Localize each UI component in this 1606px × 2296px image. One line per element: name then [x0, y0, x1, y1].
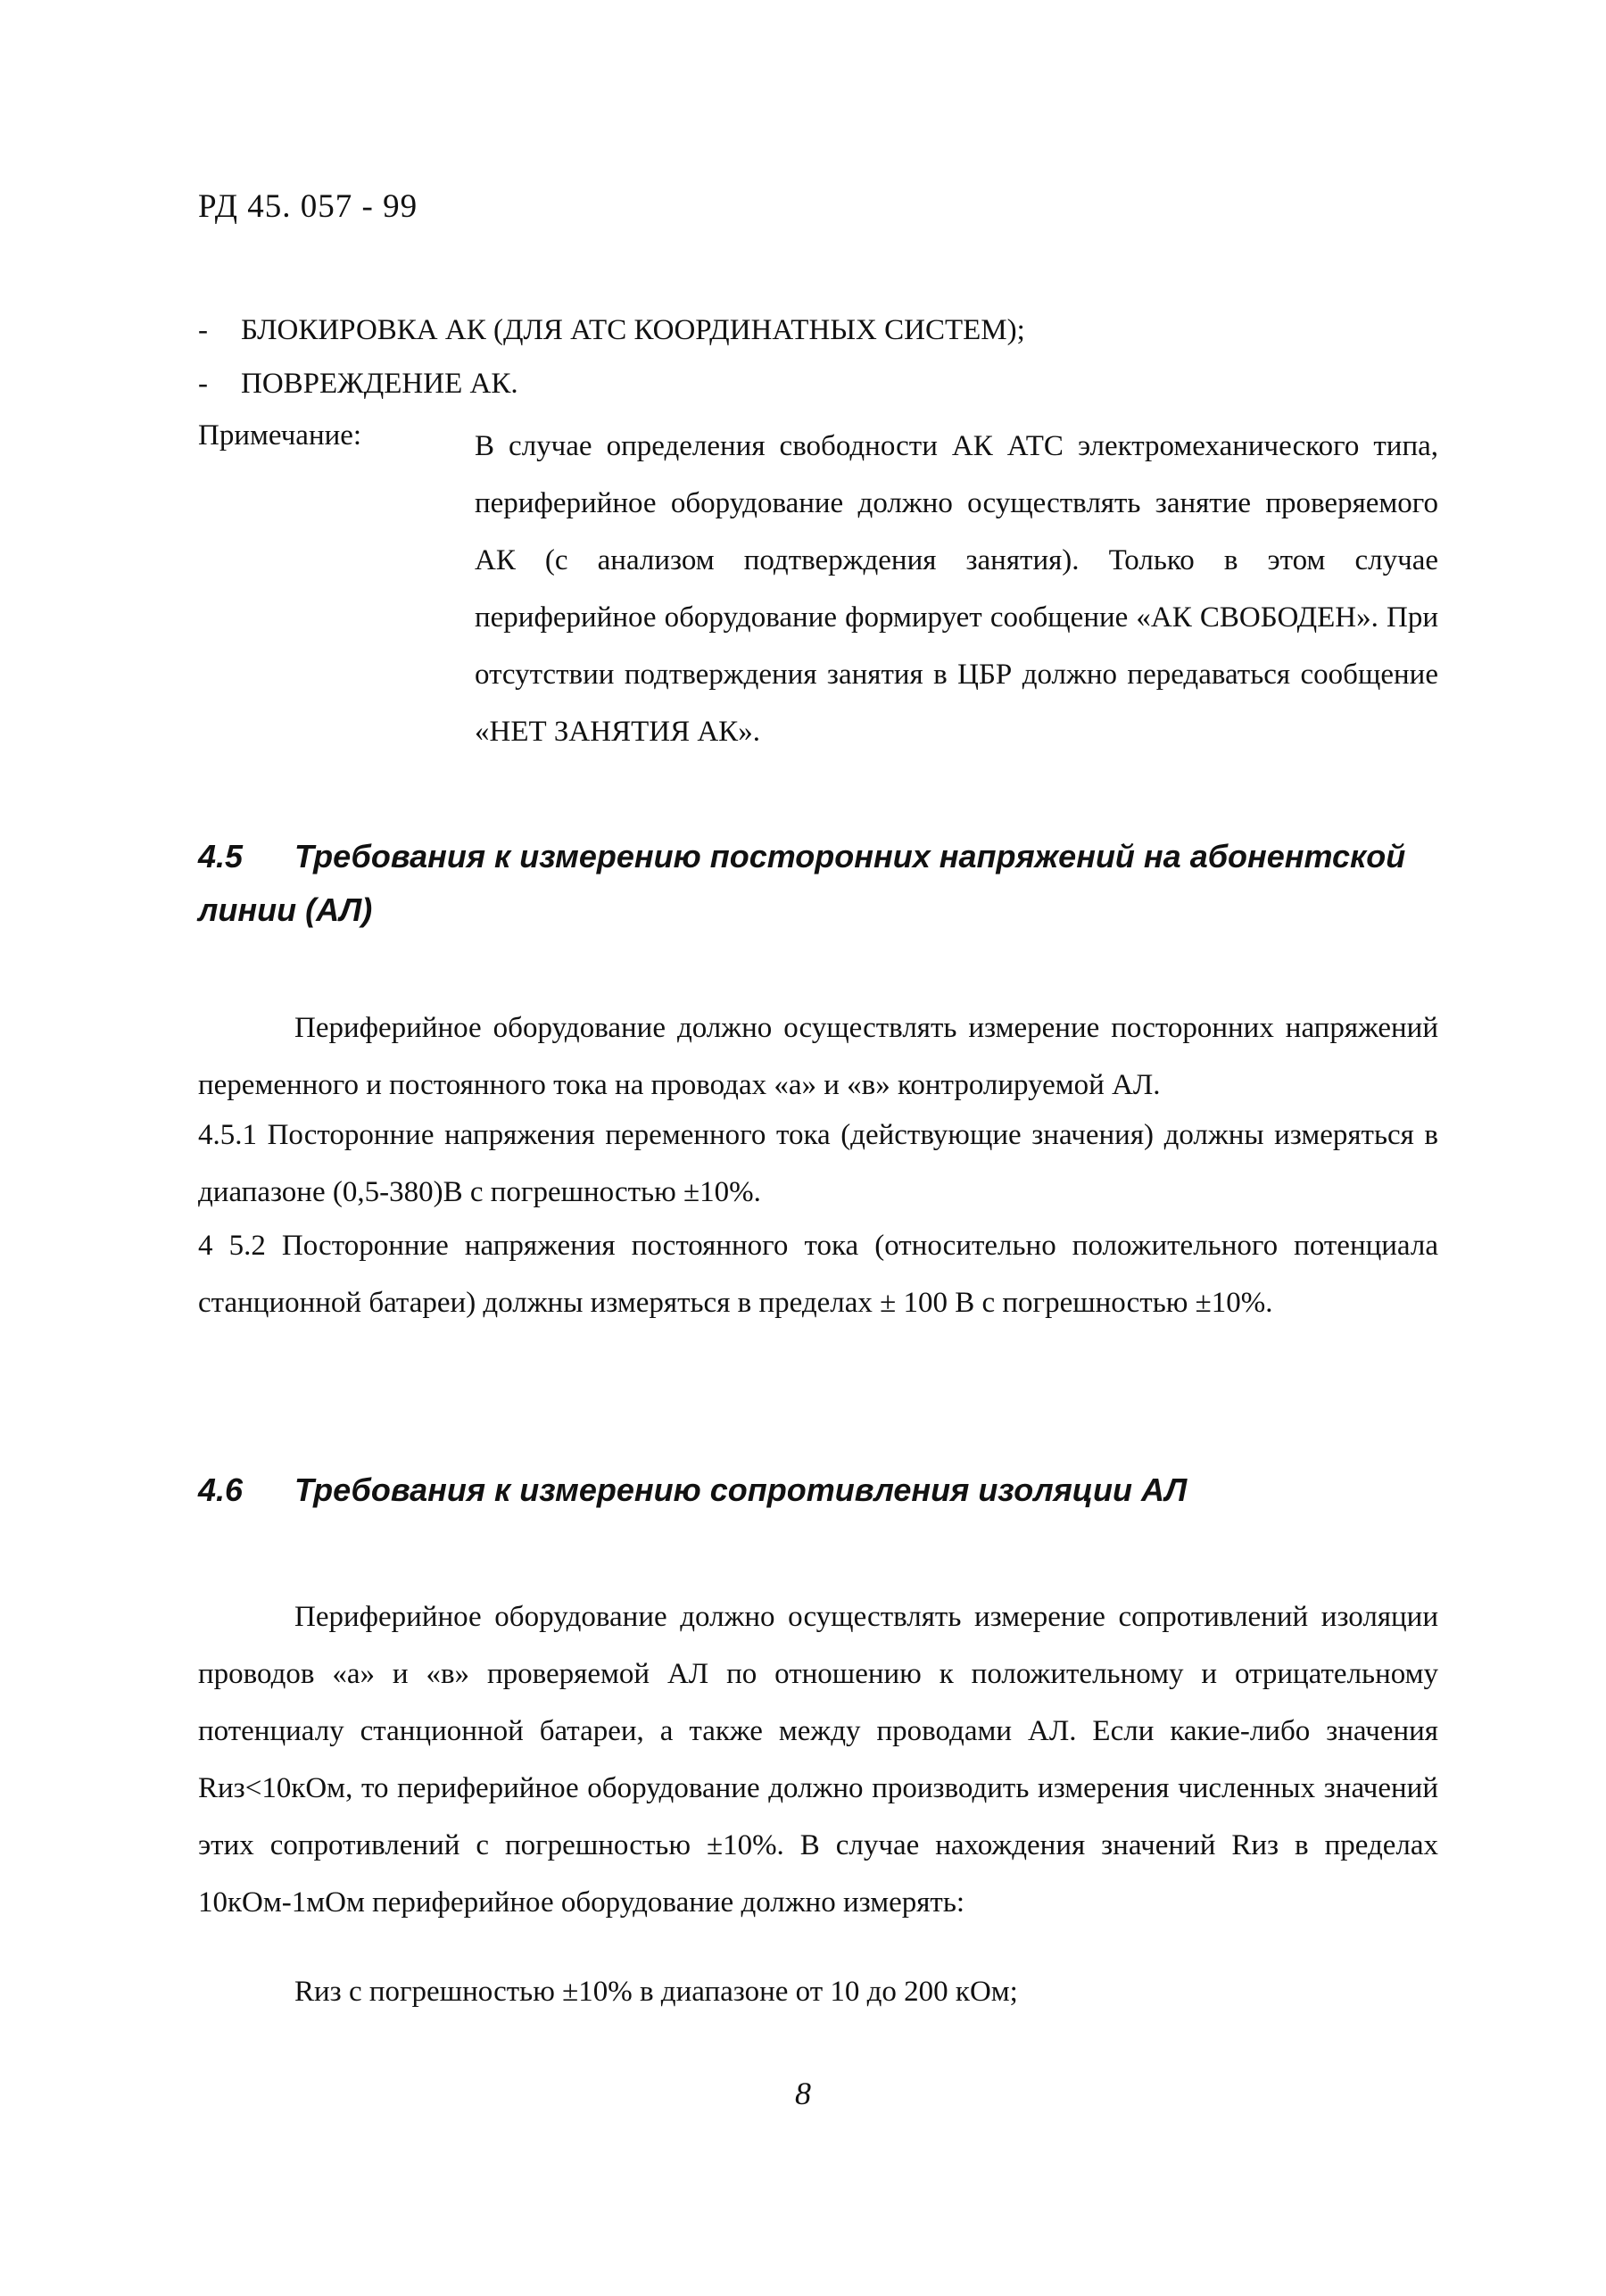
page-number: 8 [795, 2076, 811, 2111]
section-heading-4-6 [198, 1463, 1447, 1517]
list-dash: - [198, 314, 208, 346]
paragraph-4-5-2: 4 5.2 Посторонние напряжения постоянного тока (относительно положительного потенциала станционной батареи) должны измеряться в пределах ± 100 В с погрешностью ±10%. [198, 1230, 1438, 1319]
section-heading-4-5 [198, 830, 1447, 937]
note-label: Примечание: [198, 419, 362, 452]
paragraph-4-6-item: Rиз с погрешностью ±10% в диапазоне от 10 до 200 кОм; [294, 1976, 1018, 2008]
note-text: В случае определения свободности АК АТС электромеханического типа, периферийное оборудование должно осуществлять занятие проверяемого АК (с анализом подтверждения занятия). Только в этом случае периферийное оборудование формирует сообщение «АК СВОБОДЕН». При отсутствии подтверждения занятия в ЦБР должно передаваться сообщение «НЕТ ЗАНЯТИЯ АК». [475, 430, 1438, 748]
section-title: Требования к измерению посторонних напряжений на абонентской линии (АЛ) [198, 838, 1406, 928]
section-number: 4.6 [198, 1471, 244, 1508]
list-item [198, 314, 1025, 347]
document-code-header: РД 45. 057 - 99 [198, 188, 418, 225]
list-item [198, 368, 518, 401]
paragraph-4-5-1: 4.5.1 Посторонние напряжения переменного тока (действующие значения) должны измеряться в диапазоне (0,5-380)В с погрешностью ±10%. [198, 1119, 1438, 1208]
list-item-text: ПОВРЕЖДЕНИЕ АК. [241, 368, 518, 400]
section-number: 4.5 [198, 838, 244, 874]
paragraph-4-5-intro: Периферийное оборудование должно осуществлять измерение посторонних напряжений переменного и постоянного тока на проводах «а» и «в» контролируемой АЛ. [198, 1012, 1438, 1101]
list-item-text: БЛОКИРОВКА АК (ДЛЯ АТС КООРДИНАТНЫХ СИСТЕМ); [241, 314, 1025, 346]
list-dash: - [198, 368, 208, 400]
paragraph-4-6-intro: Периферийное оборудование должно осуществлять измерение сопротивлений изоляции проводов «а» и «в» проверяемой АЛ по отношению к положительному и отрицательному потенциалу станционной батареи, а также между проводами АЛ. Если какие-либо значения Rиз<10кОм, то периферийное оборудование должно производить измерения численных значений этих сопротивлений с погрешностью ±10%. В случае нахождения значений Rиз в пределах 10кОм-1мОм периферийное оборудование должно измерять: [198, 1601, 1438, 1919]
section-title: Требования к измерению сопротивления изоляции АЛ [294, 1471, 1188, 1508]
